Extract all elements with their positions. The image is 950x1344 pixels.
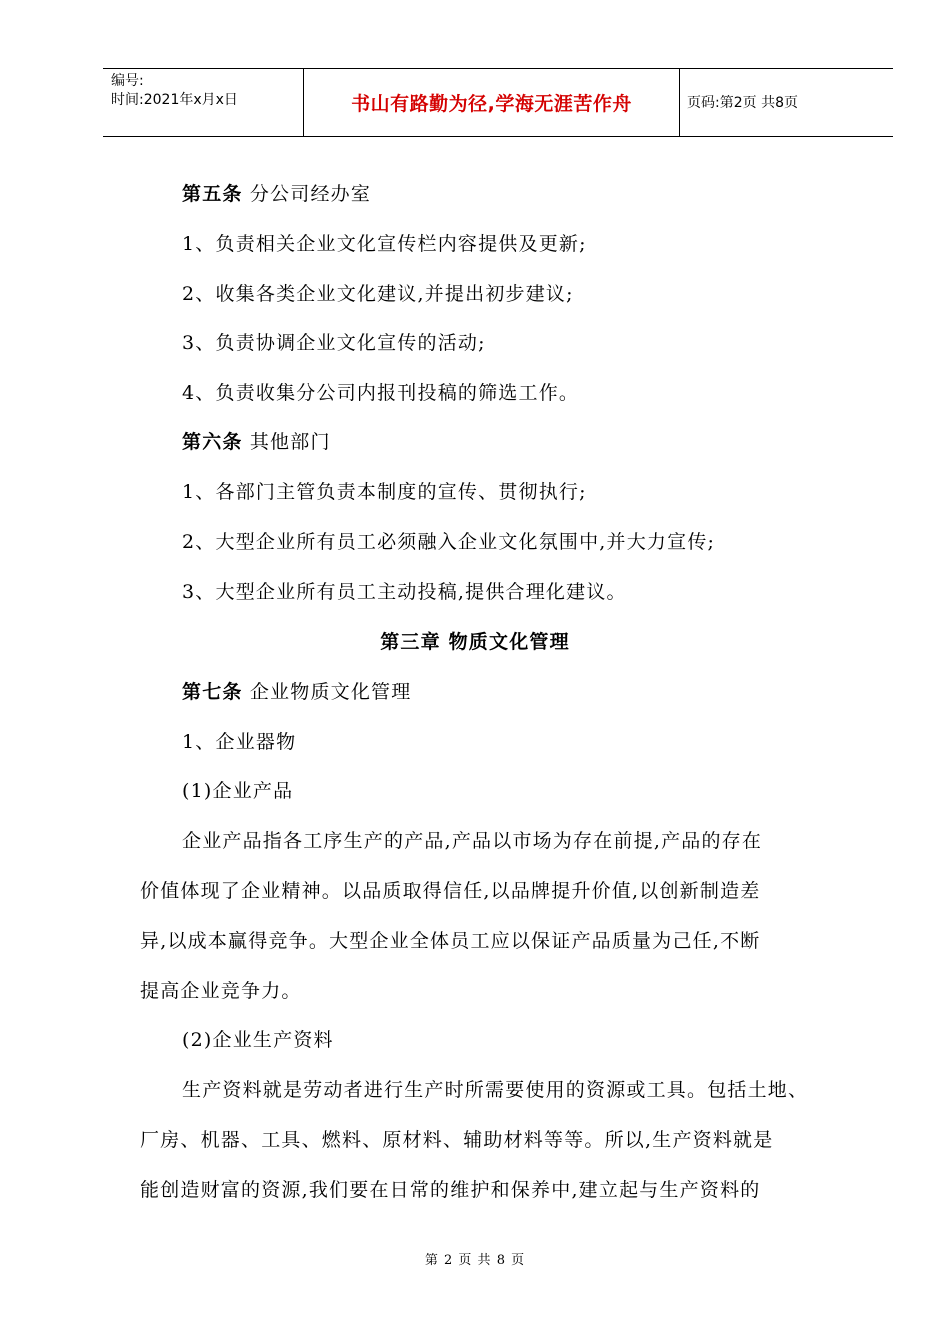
section-1-2-heading: (2)企业生产资料 xyxy=(182,1029,334,1051)
header-slogan-cell xyxy=(303,69,680,136)
chapter-3-title: 第三章 物质文化管理 xyxy=(380,631,570,653)
paragraph-line: 企业产品指各工序生产的产品,产品以市场为存在前提,产品的存在 xyxy=(182,830,763,852)
list-item: 3、负责协调企业文化宣传的活动; xyxy=(182,332,486,354)
page-label: 页码:第2页 共8页 xyxy=(687,94,798,111)
time-label: 时间:2021年x月x日 xyxy=(111,92,238,108)
slogan: 书山有路勤为径,学海无涯苦作舟 xyxy=(351,93,632,115)
paragraph-line: 厂房、机器、工具、燃料、原材料、辅助材料等等。所以,生产资料就是 xyxy=(140,1129,774,1151)
list-item: 1、各部门主管负责本制度的宣传、贯彻执行; xyxy=(182,481,587,503)
section-1-heading: 1、企业器物 xyxy=(182,731,297,753)
paragraph-line: 价值体现了企业精神。以品质取得信任,以品牌提升价值,以创新制造差 xyxy=(140,880,761,902)
section-1-1-heading: (1)企业产品 xyxy=(182,780,294,802)
article-5-heading xyxy=(182,180,371,208)
list-item: 2、大型企业所有员工必须融入企业文化氛围中,并大力宣传; xyxy=(182,531,716,553)
article-7-heading xyxy=(182,678,411,706)
paragraph-line: 能创造财富的资源,我们要在日常的维护和保养中,建立起与生产资料的 xyxy=(140,1179,761,1201)
paragraph-line: 提高企业竞争力。 xyxy=(140,980,302,1002)
article-6-name: 其他部门 xyxy=(249,431,331,453)
paragraph-line: 生产资料就是劳动者进行生产时所需要使用的资源或工具。包括土地、 xyxy=(182,1079,809,1101)
article-6-heading xyxy=(182,428,331,456)
list-item: 1、负责相关企业文化宣传栏内容提供及更新; xyxy=(182,233,587,255)
article-5-title: 第五条 xyxy=(182,183,243,205)
article-5-name: 分公司经办室 xyxy=(249,183,372,205)
article-7-title: 第七条 xyxy=(182,681,243,703)
list-item: 4、负责收集分公司内报刊投稿的筛选工作。 xyxy=(182,382,580,404)
code-label: 编号: xyxy=(111,73,144,89)
header-page-cell xyxy=(679,69,893,136)
header-table xyxy=(103,68,893,137)
paragraph-line: 异,以成本赢得竞争。大型企业全体员工应以保证产品质量为己任,不断 xyxy=(140,930,761,952)
list-item: 3、大型企业所有员工主动投稿,提供合理化建议。 xyxy=(182,581,627,603)
list-item: 2、收集各类企业文化建议,并提出初步建议; xyxy=(182,283,574,305)
page-footer: 第 2 页 共 8 页 xyxy=(424,1253,526,1268)
article-6-title: 第六条 xyxy=(182,431,243,453)
article-7-name: 企业物质文化管理 xyxy=(249,681,412,703)
header-info-cell xyxy=(103,69,303,136)
